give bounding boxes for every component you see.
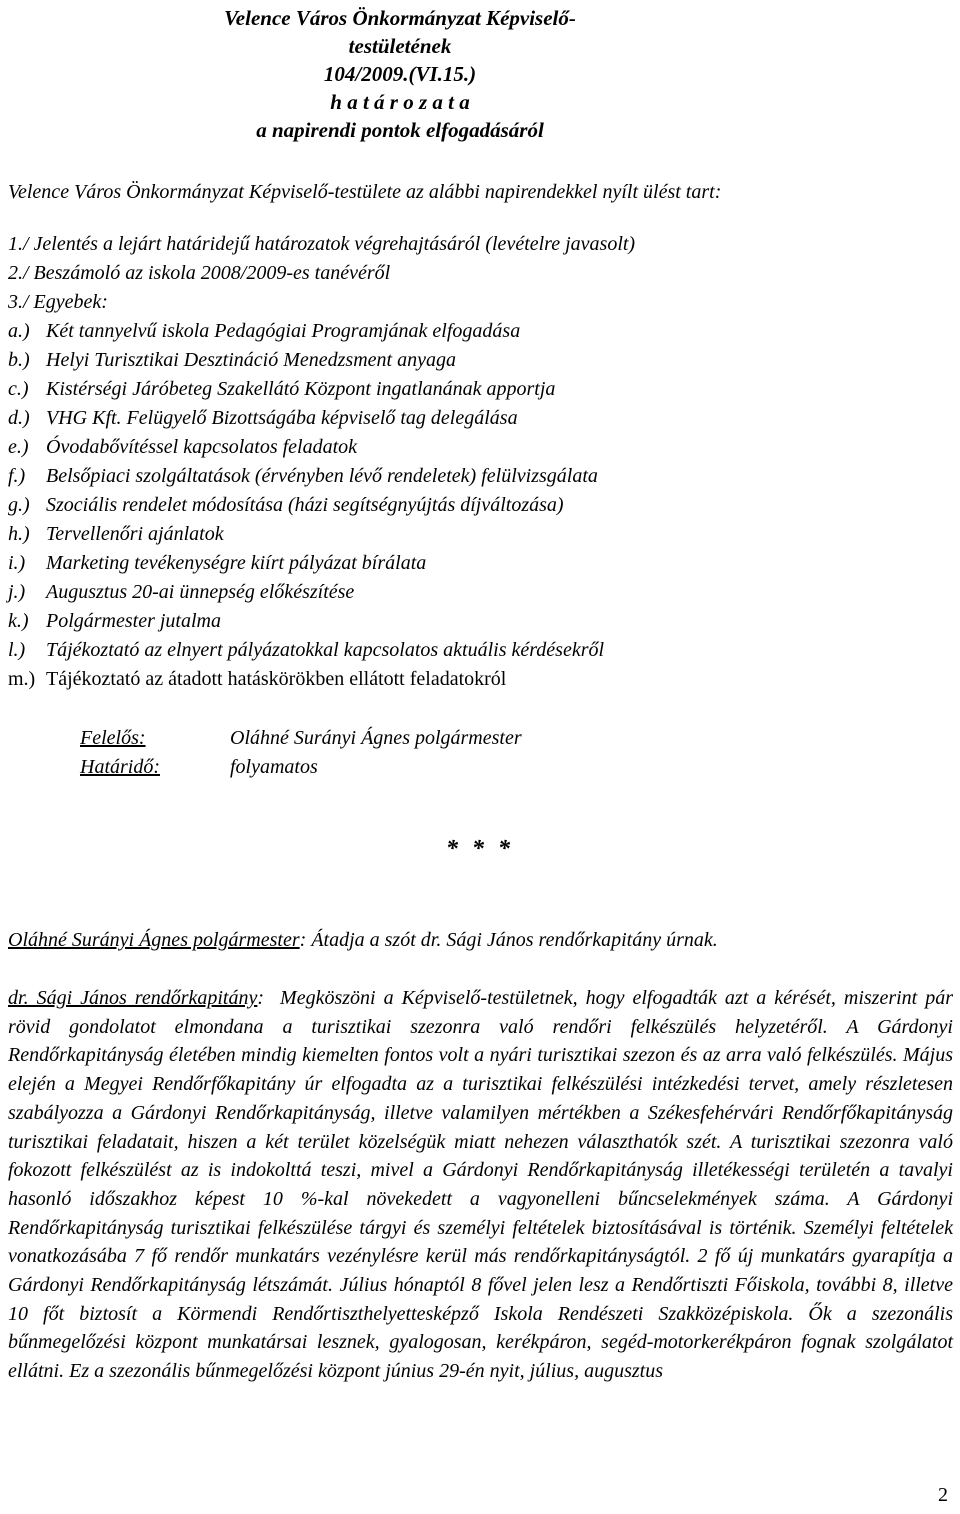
subitem-letter: b.)	[8, 349, 30, 371]
subitem-text: Augusztus 20-ai ünnepség előkészítése	[46, 581, 355, 603]
agenda-subitem	[8, 491, 635, 520]
speaker-name: dr. Sági János rendőrkapitány	[8, 987, 258, 1009]
subitem-text: Tájékoztató az átadott hatáskörökben ellátott feladatokról	[46, 668, 507, 690]
subitem-letter: f.)	[8, 465, 26, 487]
agenda-subitem	[8, 375, 635, 404]
subitem-text: Kistérségi Járóbeteg Szakellátó Központ ingatlanának apportja	[46, 378, 556, 400]
subitem-text: Marketing tevékenységre kiírt pályázat bírálata	[46, 552, 427, 574]
agenda-subitem	[8, 433, 635, 462]
agenda-item-3: 3./ Egyebek:	[8, 291, 108, 313]
agenda-subitem	[8, 665, 635, 694]
subitem-text: Két tannyelvű iskola Pedagógiai Programjának elfogadása	[46, 320, 521, 342]
speech-text: Átadja a szót dr. Sági János rendőrkapitány úrnak.	[306, 929, 718, 951]
subitem-letter: g.)	[8, 494, 30, 516]
subitem-letter: h.)	[8, 523, 30, 545]
header-line-council: Velence Város Önkormányzat Képviselő-testületének	[224, 6, 576, 58]
deadline-label: Határidő:	[80, 756, 160, 778]
subitem-letter: k.)	[8, 610, 29, 632]
page-number: 2	[938, 1484, 948, 1506]
speaker-colon: :	[299, 929, 307, 951]
agenda-subitem	[8, 636, 635, 665]
deadline-value: folyamatos	[230, 756, 318, 778]
agenda-subitem	[8, 462, 635, 491]
section-separator: * * *	[446, 836, 514, 862]
subitem-letter: m.)	[8, 668, 36, 690]
agenda-item-2: 2./ Beszámoló az iskola 2008/2009-es tanévéről	[8, 262, 391, 284]
speech-text: Megköszöni a Képviselő-testületnek, hogy elfogadták azt a kérését, miszerint pár rövid gondolatot elmondana a turisztikai szezonra való rendőri felkészülés helyzetéről. A Gárdonyi Rendőrkapitányság életében mindig kiemelten fontos volt a nyári turisztikai szezon és az arra való felkészülés. Május elején a Megyei Rendőrfőkapitány úr elfogadta az a turisztikai felkészülési intézkedési tervet, amely részletesen szabályozza a Gárdonyi Rendőrkapitányság, illetve valamilyen mértékben a Székesfehérvári Rendőrfőkapitányság turisztikai feladatait, hiszen a két terület közelségük miatt nehezen választhatók szét. A turisztikai szezonra való fokozott felkészülést az is indokolttá teszi, mivel a Gárdonyi Rendőrkapitányság illetékességi területén a tavalyi hasonló időszakhoz képest 10 %-kal növekedett a vagyonelleni bűncselekmények száma. A Gárdonyi Rendőrkapitányság turisztikai felkészülése tárgyi és személyi feltételek biztosításával is történik. Személyi feltételek vonatkozásába 7 fő rendőr munkatárs vezénylésre kerül más rendőrkapitányságtól. 2 fő új munkatárs gyarapítja a Gárdonyi Rendőrkapitányság létszámát. Július hónaptól 8 fővel jelen lesz a Rendőrtiszti Főiskola, további 8, illetve 10 főt biztosít a Körmendi Rendőrtiszthelyettesképző Iskola Rendészeti Szakközépiskola. Ők a szezonális bűnmegelőzési központ munkatársai lesznek, gyalogosan, kerékpáron, segéd-motorkerékpáron fognak szolgálatot ellátni. Ez a szezonális bűnmegelőzési központ június 29-én nyit, július, augusztus	[8, 987, 958, 1383]
agenda-subitem	[8, 549, 635, 578]
subitem-letter: e.)	[8, 436, 29, 458]
subitem-text: Óvodabővítéssel kapcsolatos feladatok	[46, 436, 358, 458]
subitem-text: Tájékoztató az elnyert pályázatokkal kapcsolatos aktuális kérdésekről	[46, 639, 605, 661]
subitem-letter: l.)	[8, 639, 26, 661]
subitem-text: Tervellenőri ajánlatok	[46, 523, 224, 545]
agenda-subitem	[8, 346, 635, 375]
subitem-letter: c.)	[8, 378, 29, 400]
agenda-sublist	[8, 317, 635, 694]
agenda-subitem	[8, 520, 635, 549]
intro-text: Velence Város Önkormányzat Képviselő-testülete az alábbi napirendekkel nyílt ülést tart:	[8, 181, 722, 203]
agenda-subitem	[8, 578, 635, 607]
header-line-number: 104/2009.(VI.15.)	[323, 62, 477, 86]
speaker-name: Oláhné Surányi Ágnes polgármester	[8, 929, 300, 951]
agenda-item-1: 1./ Jelentés a lejárt határidejű határozatok végrehajtásáról (levételre javasolt)	[8, 233, 636, 255]
agenda-subitem	[8, 607, 635, 636]
subitem-text: VHG Kft. Felügyelő Bizottságába képviselő tag delegálása	[46, 407, 518, 429]
subitem-text: Helyi Turisztikai Desztináció Menedzsment anyaga	[46, 349, 456, 371]
responsible-label: Felelős:	[80, 727, 146, 749]
speech-police-chief	[8, 984, 958, 1386]
subitem-letter: a.)	[8, 320, 30, 342]
subitem-text: Polgármester jutalma	[46, 610, 221, 632]
header-line-resolution: h a t á r o z a t a	[330, 90, 470, 114]
subitem-letter: d.)	[8, 407, 30, 429]
responsible-value: Oláhné Surányi Ágnes polgármester	[230, 727, 522, 749]
speaker-colon: :	[257, 987, 265, 1009]
speech-mayor	[8, 926, 718, 954]
resolution-header	[190, 4, 610, 144]
subitem-letter: j.)	[8, 581, 26, 603]
agenda-list	[8, 230, 635, 694]
header-line-subject: a napirendi pontok elfogadásáról	[256, 118, 544, 142]
agenda-subitem	[8, 317, 635, 346]
subitem-text: Szociális rendelet módosítása (házi segítségnyújtás díjváltozása)	[46, 494, 564, 516]
subitem-letter: i.)	[8, 552, 26, 574]
agenda-subitem	[8, 404, 635, 433]
subitem-text: Belsőpiaci szolgáltatások (érvényben lévő rendeletek) felülvizsgálata	[46, 465, 598, 487]
